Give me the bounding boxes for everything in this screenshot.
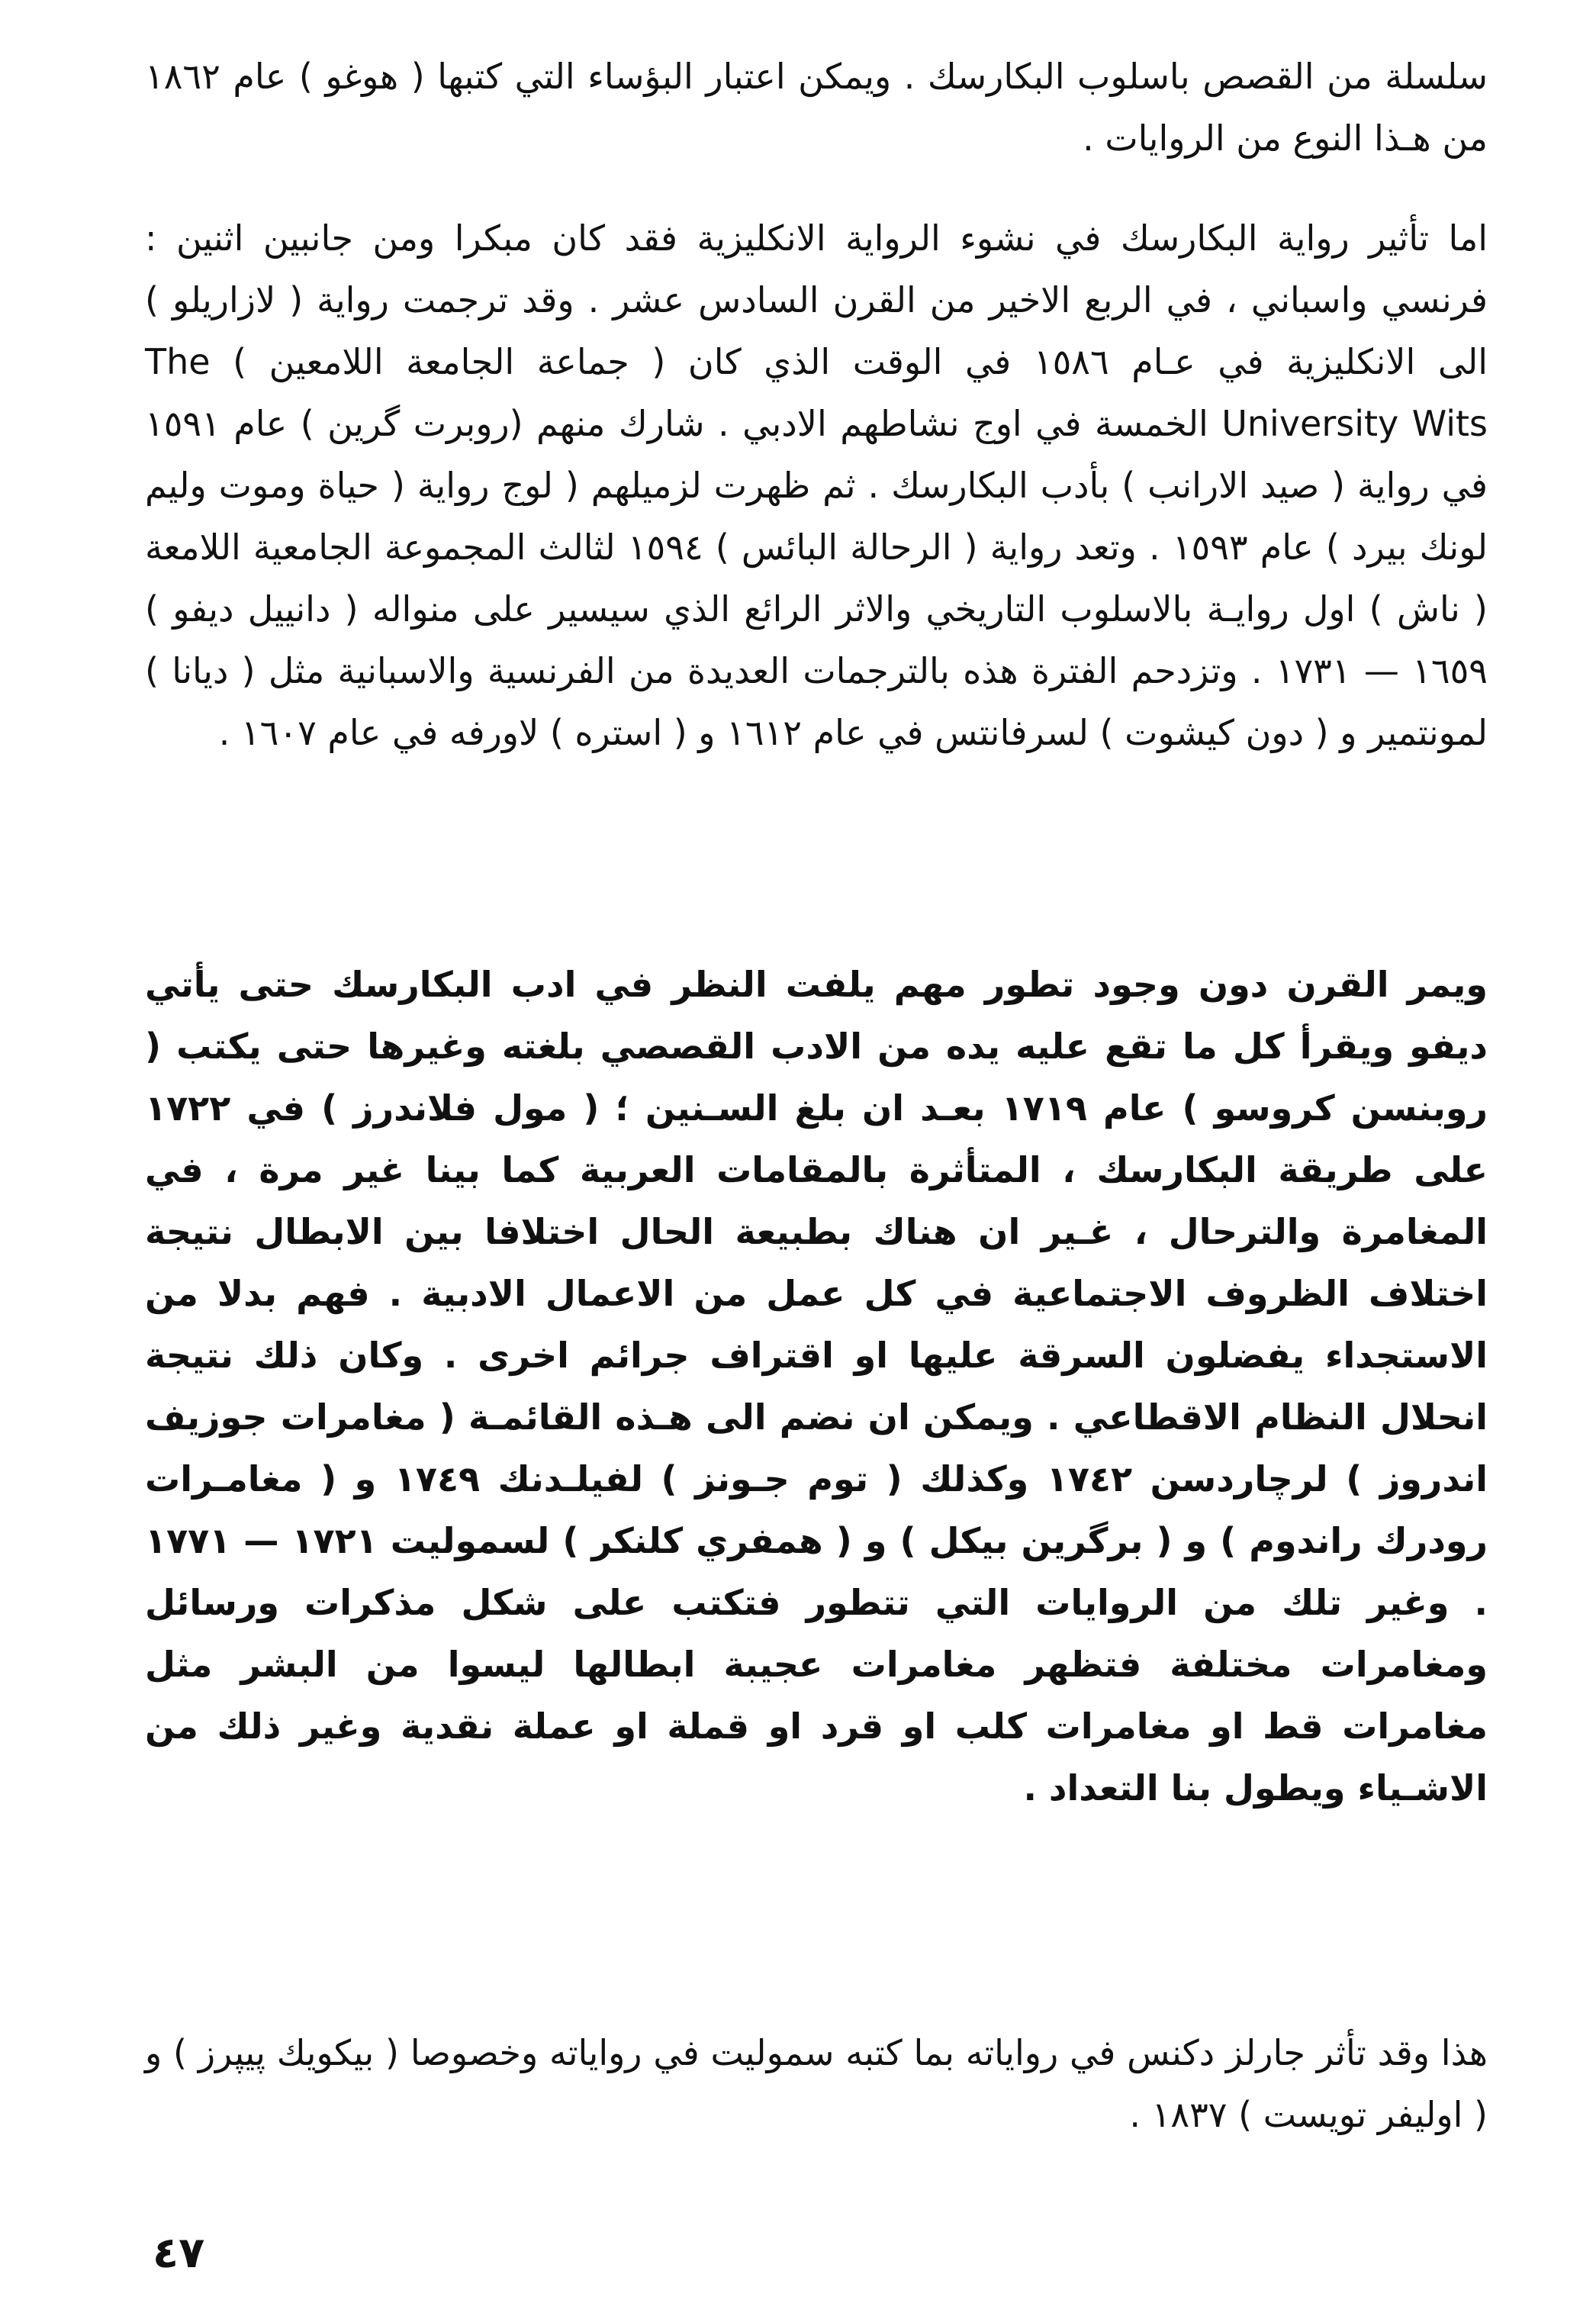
paragraph-2 bbox=[145, 208, 1488, 764]
page-number: ٤٧ bbox=[153, 2228, 205, 2278]
paragraph-text: سلسلة من القصص باسلوب البكارسك . ويمكن اعتبار البؤساء التي كتبها ( هوغو ) عام ١٨٦٢ من هـذا النوع من الروايات . bbox=[145, 56, 1488, 159]
paragraph-1 bbox=[145, 46, 1488, 169]
paragraph-4 bbox=[145, 2022, 1488, 2146]
paragraph-text: هذا وقد تأثر جارلز دكنس في رواياته بما كتبه سموليت في رواياته وخصوصا ( بيكويك پيپرز ) و ( اوليفر تويست ) ١٨٣٧ . bbox=[145, 2032, 1488, 2135]
paragraph-3 bbox=[145, 954, 1488, 1819]
paragraph-text: ويمر القرن دون وجود تطور مهم يلفت النظر في ادب البكارسك حتى يأتي ديفو ويقرأ كل ما تقع عليه يده من الادب القصصي بلغته وغيرها حتى يكتب ( روبنسن كروسو ) عام ١٧١٩ بعـد ان بلغ السـنين ؛ ( مول فلاندرز ) في ١٧٢٢ على طريقة البكارسك ، المتأثرة بالمقامات العربية كما بينا غير مرة ، في المغامرة والترحال ، غـير ان هناك بطبيعة الحال اختلافا بين الابطال نتيجة اختلاف الظروف الاجتماعية في كل عمل من الاعمال الادبية . فهم بدلا من الاستجداء يفضلون السرقة عليها او اقتراف جرائم اخرى . وكان ذلك نتيجة انحلال النظام الاقطاعي . ويمكن ان نضم الى هـذه القائمـة ( مغامرات جوزيف اندروز ) لرچاردسن ١٧٤٢ وكذلك ( توم جـونز ) لفيلـدنك ١٧٤٩ و ( مغامـرات رودرك راندوم ) و ( برگرين بيكل ) و ( همفري كلنكر ) لسموليت ١٧٢١ — ١٧٧١ . وغير تلك من الروايات التي تتطور فتكتب على شكل مذكرات ورسائل ومغامرات مختلفة فتظهر مغامرات عجيبة ابطالها ليسوا من البشر مثل مغامرات قط او مغامرات كلب او قرد او قملة او عملة نقدية وغير ذلك من الاشـياء ويطول بنا التعداد . bbox=[145, 964, 1488, 1809]
paragraph-text: اما تأثير رواية البكارسك في نشوء الرواية الانكليزية فقد كان مبكرا ومن جانبين اثنين : فرنسي واسباني ، في الربع الاخير من القرن السادس عشر . وقد ترجمت رواية ( لازاريلو ) الى الانكليزية في عـام ١٥٨٦ في الوقت الذي كان ( جماعة الجامعة اللامعين ) The University Wits الخمسة في اوج نشاطهم الادبي . شارك منهم (روبرت گرين ) عام ١٥٩١ في رواية ( صيد الارانب ) بأدب البكارسك . ثم ظهرت لزميلهم ( لوج رواية ( حياة وموت وليم لونك بيرد ) عام ١٥٩٣ . وتعد رواية ( الرحالة البائس ) ١٥٩٤ لثالث المجموعة الجامعية اللامعة ( ناش ) اول روايـة بالاسلوب التاريخي والاثر الرائع الذي سيسير على منواله ( دانييل ديفو ) ١٦٥٩ — ١٧٣١ . وتزدحم الفترة هذه بالترجمات العديدة من الفرنسية والاسبانية مثل ( ديانا ) لمونتمير و ( دون كيشوت ) لسرفانتس في عام ١٦١٢ و ( استره ) لاورفه في عام ١٦٠٧ . bbox=[145, 217, 1488, 753]
